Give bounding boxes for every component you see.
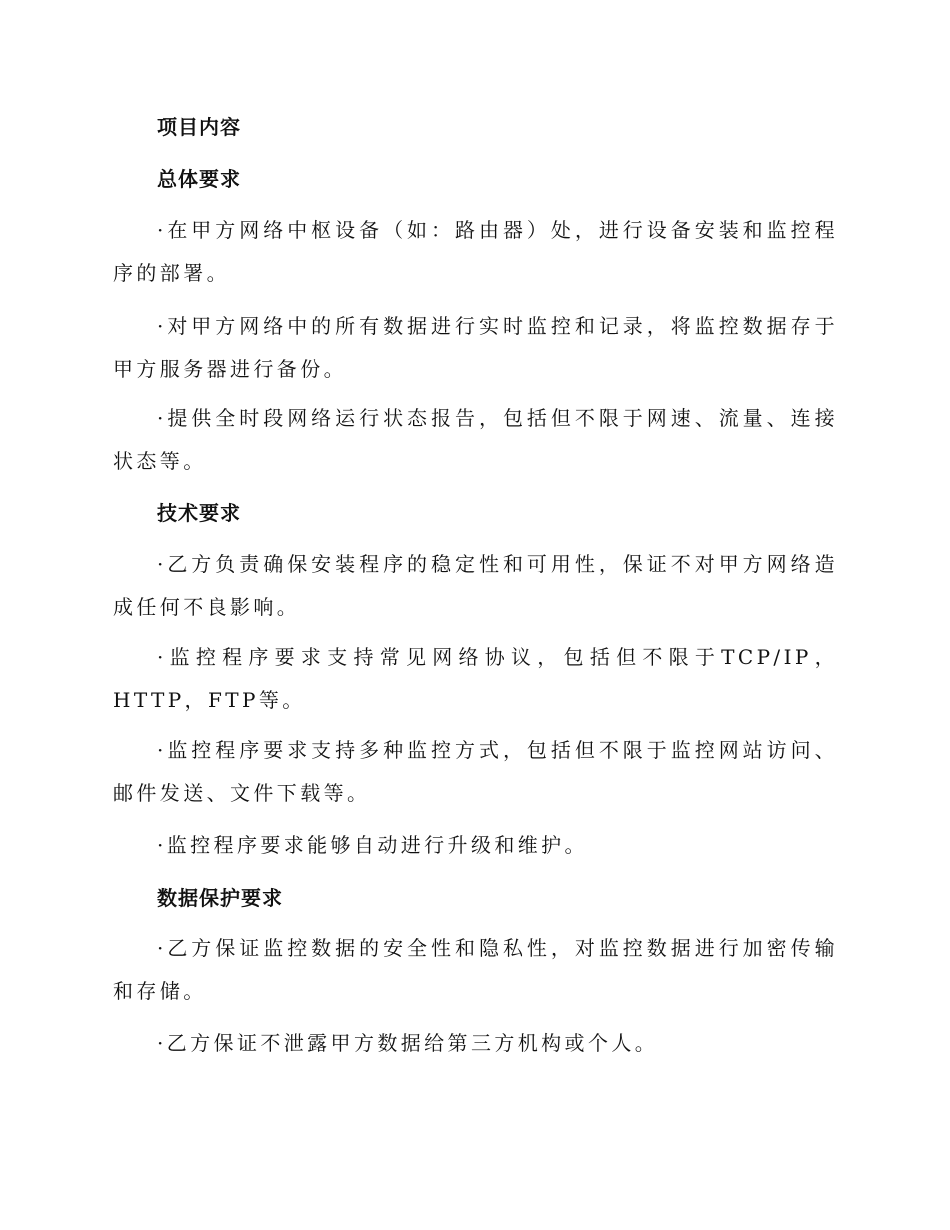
section-heading-technical-requirements: 技术要求 [157,501,241,525]
paragraph: ·监控程序要求能够自动进行升级和维护。 [157,833,588,857]
paragraph: ·对甲方网络中的所有数据进行实时监控和记录，将监控数据存于甲方服务器进行备份。 [113,314,838,381]
paragraph: ·监控程序要求支持常见网络协议，包括但不限于TCP/IP，HTTP，FTP等。 [113,645,838,712]
paragraph: ·乙方保证不泄露甲方数据给第三方机构或个人。 [157,1031,659,1055]
section-heading-data-protection: 数据保护要求 [157,886,283,910]
paragraph: ·乙方保证监控数据的安全性和隐私性，对监控数据进行加密传输和存储。 [113,936,838,1003]
section-heading-general-requirements: 总体要求 [157,167,241,191]
paragraph: ·乙方负责确保安装程序的稳定性和可用性，保证不对甲方网络造成任何不良影响。 [113,552,838,619]
paragraph: ·提供全时段网络运行状态报告，包括但不限于网速、流量、连接状态等。 [113,406,838,473]
paragraph: ·在甲方网络中枢设备（如：路由器）处，进行设备安装和监控程序的部署。 [113,218,838,285]
paragraph: ·监控程序要求支持多种监控方式，包括但不限于监控网站访问、邮件发送、文件下载等。 [113,738,838,805]
section-heading-project-content: 项目内容 [157,115,241,139]
